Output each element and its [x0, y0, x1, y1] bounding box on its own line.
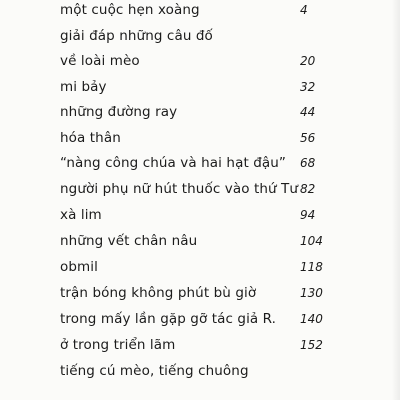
entry-page-number: 56 — [300, 131, 316, 145]
entry-title: mi bảy — [60, 79, 107, 95]
entry-page-number: 94 — [300, 208, 316, 222]
entry-page-number: 4 — [300, 3, 308, 17]
entry-title: trận bóng không phút bù giờ — [60, 285, 257, 301]
toc-entry — [0, 361, 400, 381]
toc-entry — [0, 205, 400, 225]
entry-page-number: 44 — [300, 105, 316, 119]
toc-entry — [0, 0, 400, 20]
entry-title: obmil — [60, 259, 98, 275]
toc-entry — [0, 128, 400, 148]
page-edge-shadow — [392, 0, 400, 400]
entry-page-number: 104 — [300, 234, 323, 248]
toc-entry — [0, 102, 400, 122]
entry-title: “nàng công chúa và hai hạt đậu” — [60, 155, 287, 171]
entry-page-number: 82 — [300, 182, 316, 196]
toc-entry — [0, 231, 400, 251]
entry-title: hóa thân — [60, 130, 121, 146]
entry-page-number: 118 — [300, 260, 323, 274]
entry-title: người phụ nữ hút thuốc vào thứ Tư — [60, 181, 299, 197]
toc-entry — [0, 153, 400, 173]
entry-title: những đường ray — [60, 104, 178, 120]
entry-title: xà lim — [60, 207, 102, 223]
entry-page-number: 130 — [300, 286, 323, 300]
toc-entry — [0, 77, 400, 97]
entry-title: những vết chân nâu — [60, 233, 198, 249]
entry-page-number: 68 — [300, 156, 316, 170]
entry-page-number: 20 — [300, 54, 316, 68]
toc-entry — [0, 309, 400, 329]
entry-page-number: 140 — [300, 312, 323, 326]
entry-page-number: 32 — [300, 80, 316, 94]
entry-title: về loài mèo — [60, 53, 140, 69]
toc-entry — [0, 179, 400, 199]
toc-entry — [0, 51, 400, 71]
toc-entry — [0, 26, 400, 46]
entry-title: tiếng cú mèo, tiếng chuông — [60, 363, 249, 379]
toc-entry — [0, 257, 400, 277]
toc-entry — [0, 335, 400, 355]
entry-page-number: 152 — [300, 338, 323, 352]
entry-title: giải đáp những câu đố — [60, 28, 213, 44]
entry-title: ở trong triển lãm — [60, 337, 176, 353]
entry-title: trong mấy lần gặp gỡ tác giả R. — [60, 311, 277, 327]
toc-entry — [0, 283, 400, 303]
entry-title: một cuộc hẹn xoàng — [60, 2, 200, 18]
